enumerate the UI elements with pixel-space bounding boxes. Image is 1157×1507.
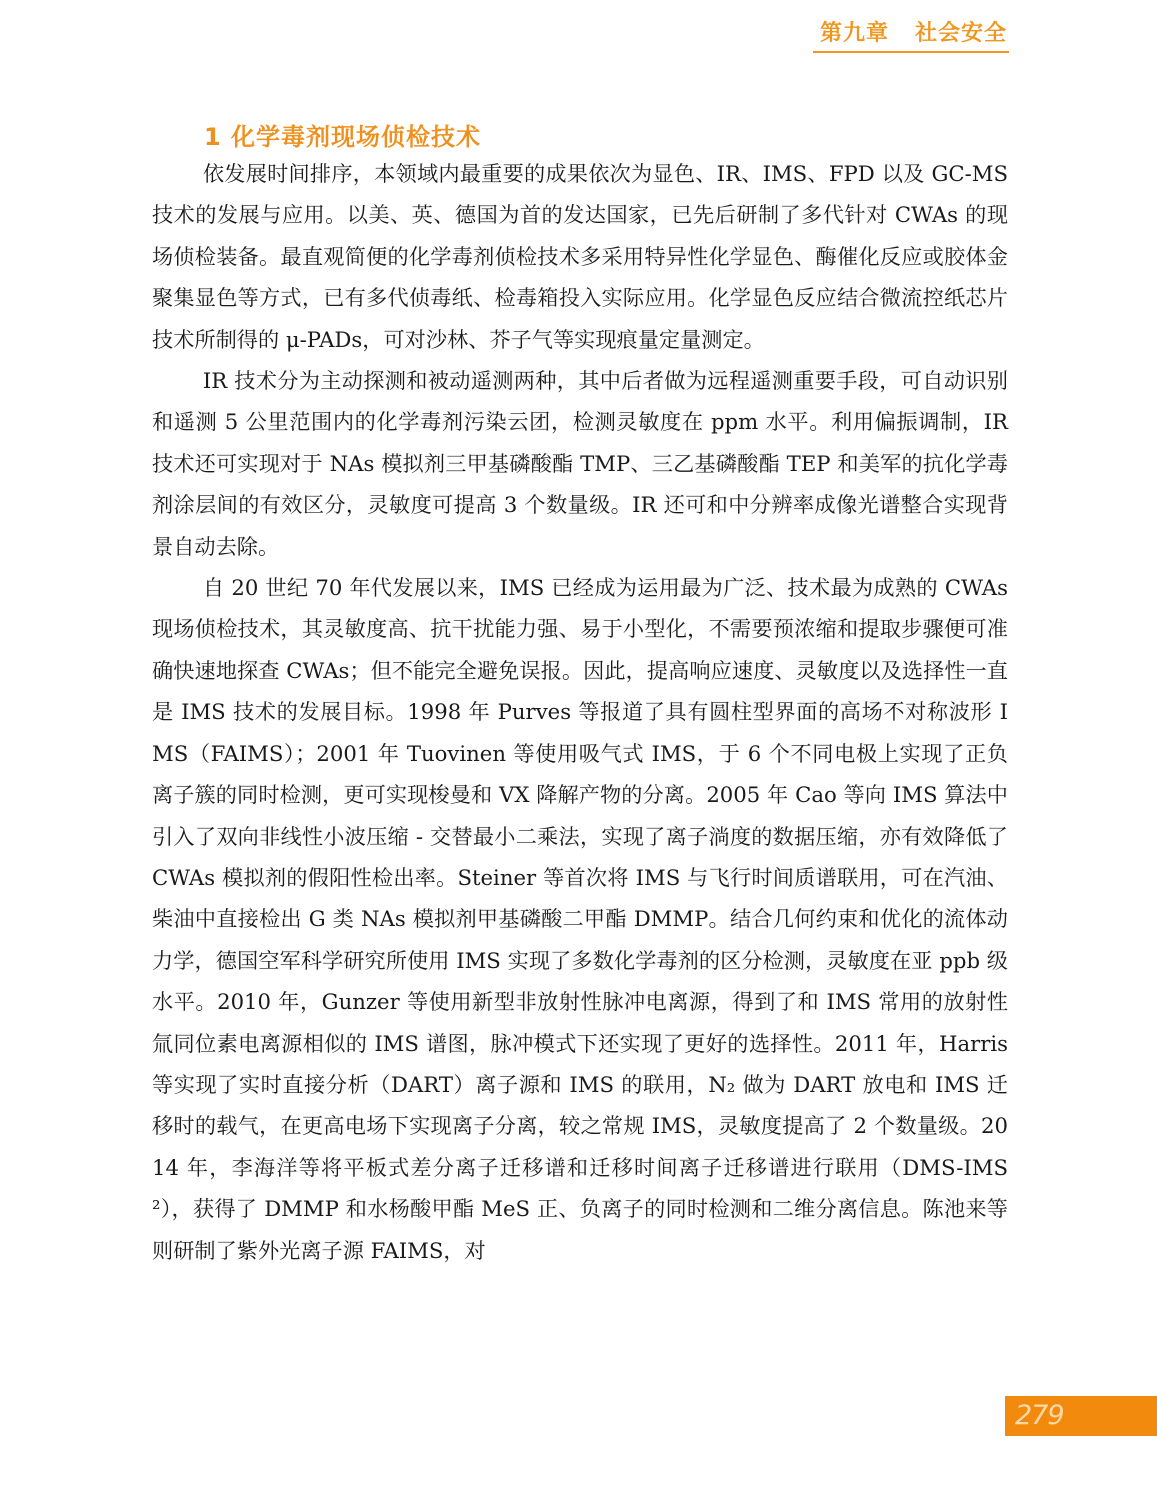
page-number-tab (1005, 1396, 1157, 1436)
chapter-label (820, 16, 1007, 47)
chapter-title: 社会安全 (914, 21, 1007, 46)
header-band (1010, 0, 1157, 60)
section-title: 1 化学毒剂现场侦检技术 (204, 123, 482, 151)
paragraph: 自 20 世纪 70 年代发展以来，IMS 已经成为运用最为广泛、技术最为成熟的 CWAs 现场侦检技术，其灵敏度高、抗干扰能力强、易于小型化，不需要预浓缩和提取步骤便可准确快速地探查 CWAs；但不能完全避免误报。因此，提高响应速度、灵敏度以及选择性一直是 IMS 技术的发展目标。1998 年 Purves 等报道了具有圆柱型界面的高场不对称波形 IMS（FAIMS）；2001 年 Tuovinen 等使用吸气式 IMS，于 6 个不同电极上实现了正负离子簇的同时检测，更可实现梭曼和 VX 降解产物的分离。2005 年 Cao 等向 IMS 算法中引入了双向非线性小波压缩 - 交替最小二乘法，实现了离子淌度的数据压缩，亦有效降低了 CWAs 模拟剂的假阳性检出率。Steiner 等首次将 IMS 与飞行时间质谱联用，可在汽油、柴油中直接检出 G 类 NAs 模拟剂甲基磷酸二甲酯 DMMP。结合几何约束和优化的流体动力学，德国空军科学研究所使用 IMS 实现了多数化学毒剂的区分检测，灵敏度在亚 ppb 级水平。2010 年，Gunzer 等使用新型非放射性脉冲电离源，得到了和 IMS 常用的放射性氚同位素电离源相似的 IMS 谱图，脉冲模式下还实现了更好的选择性。2011 年，Harris 等实现了实时直接分析（DART）离子源和 IMS 的联用，N₂ 做为 DART 放电和 IMS 迁移时的载气，在更高电场下实现离子分离，较之常规 IMS，灵敏度提高了 2 个数量级。2014 年，李海洋等将平板式差分离子迁移谱和迁移时间离子迁移谱进行联用（DMS-IMS²），获得了 DMMP 和水杨酸甲酯 MeS 正、负离子的同时检测和二维分离信息。陈池来等则研制了紫外光离子源 FAIMS，对 (152, 575, 1008, 1263)
running-header (0, 0, 1157, 60)
paragraph: IR 技术分为主动探测和被动遥测两种，其中后者做为远程遥测重要手段，可自动识别和遥测 5 公里范围内的化学毒剂污染云团，检测灵敏度在 ppm 水平。利用偏振调制，IR 技术还可实现对于 NAs 模拟剂三甲基磷酸酯 TMP、三乙基磷酸酯 TEP 和美军的抗化学毒剂涂层间的有效区分，灵敏度可提高 3 个数量级。IR 还可和中分辨率成像光谱整合实现背景自动去除。 (152, 368, 1008, 559)
paragraph: 依发展时间排序，本领域内最重要的成果依次为显色、IR、IMS、FPD 以及 GC-MS 技术的发展与应用。以美、英、德国为首的发达国家，已先后研制了多代针对 CWAs 的现场侦检装备。最直观简便的化学毒剂侦检技术多采用特异性化学显色、酶催化反应或胶体金聚集显色等方式，已有多代侦毒纸、检毒箱投入实际应用。化学显色反应结合微流控纸芯片技术所制得的 μ-PADs，可对沙林、芥子气等实现痕量定量测定。 (152, 161, 1008, 352)
body-text (152, 153, 1008, 1271)
page-number: 279 (1015, 1400, 1064, 1431)
header-rule (813, 51, 1009, 53)
chapter-number: 第九章 (819, 21, 889, 46)
